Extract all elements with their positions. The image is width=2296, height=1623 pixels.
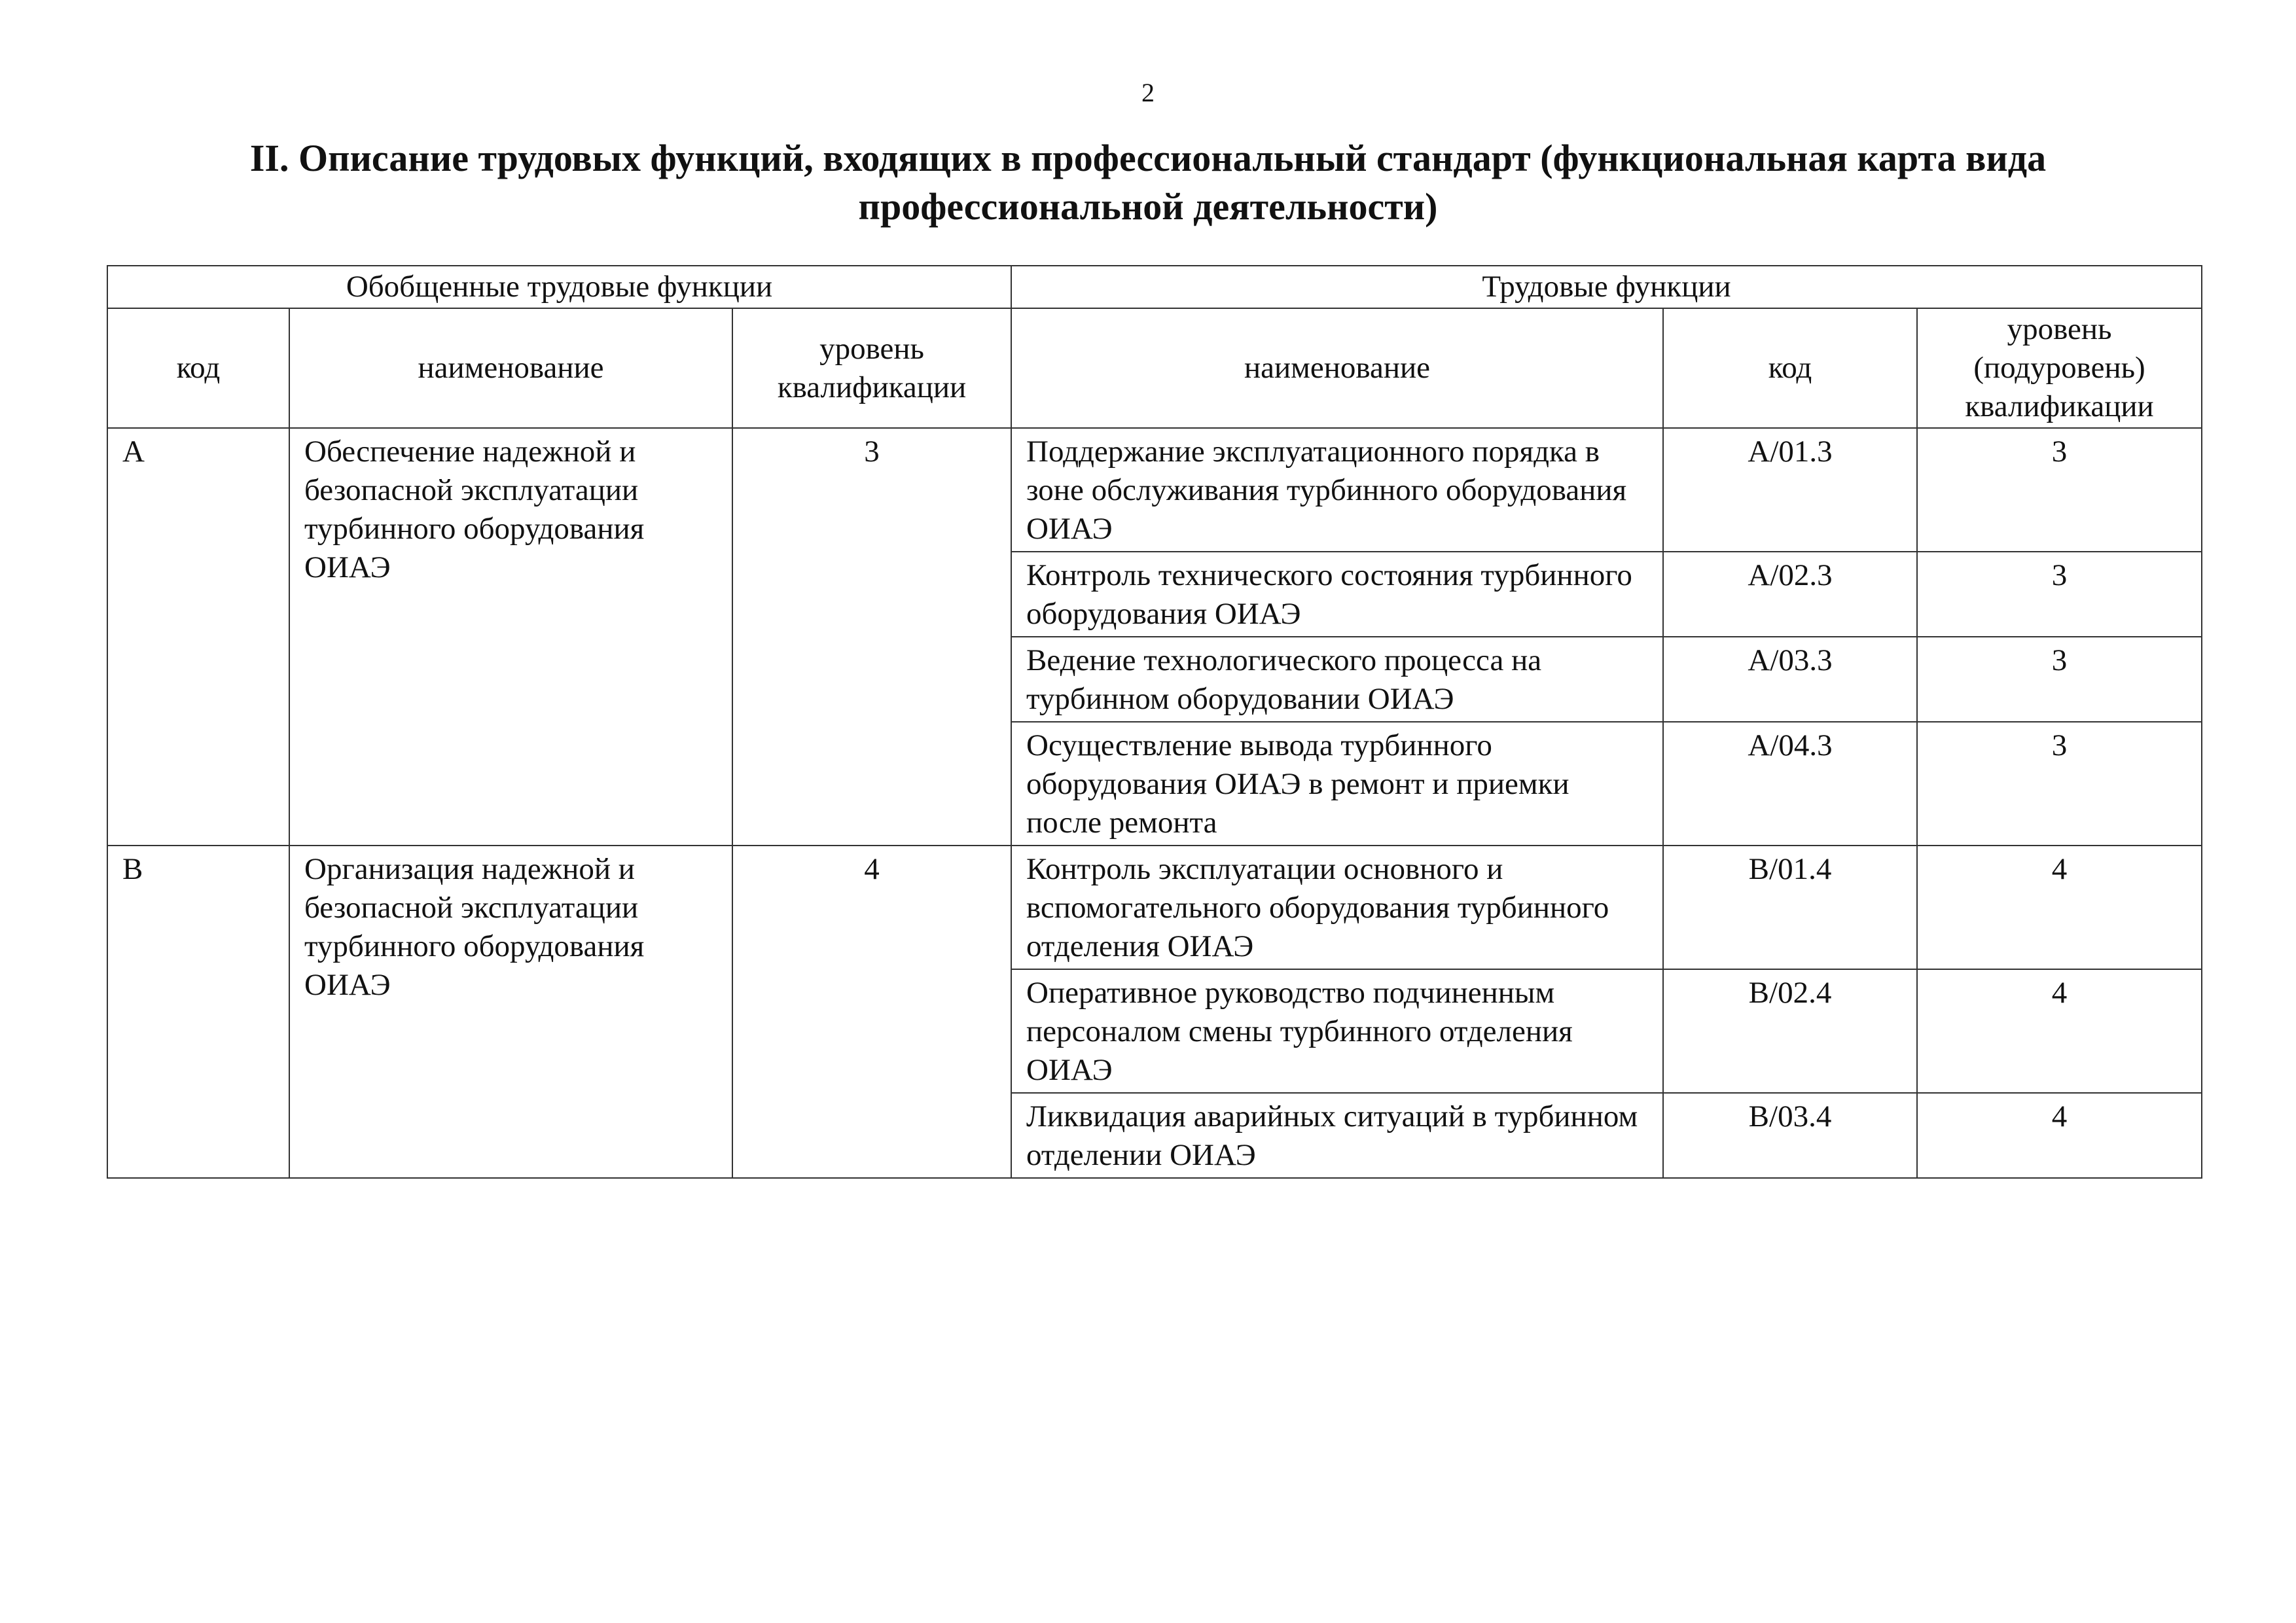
column-header-gen-name: наименование [289, 308, 732, 428]
func-name-cell: Осуществление вывода турбинного оборудования ОИАЭ в ремонт и приемки после ремонта [1011, 722, 1663, 846]
gen-name-cell: Обеспечение надежной и безопасной эксплуатации турбинного оборудования ОИАЭ [289, 428, 732, 846]
func-name-cell: Ликвидация аварийных ситуаций в турбинном отделении ОИАЭ [1011, 1093, 1663, 1178]
func-name-cell: Поддержание эксплуатационного порядка в зоне обслуживания турбинного оборудования ОИАЭ [1011, 428, 1663, 552]
func-code-cell: A/02.3 [1663, 552, 1917, 637]
group-header-generalized: Обобщенные трудовые функции [107, 266, 1011, 308]
func-level-cell: 4 [1917, 1093, 2202, 1178]
gen-level-cell: 4 [732, 846, 1011, 1178]
func-name-cell: Оперативное руководство подчиненным персоналом смены турбинного отделения ОИАЭ [1011, 969, 1663, 1093]
func-level-cell: 3 [1917, 428, 2202, 552]
page-title: II. Описание трудовых функций, входящих в профессиональный стандарт (функциональная карта вида профессиональной деятельности) [249, 137, 2047, 228]
func-code-cell: A/03.3 [1663, 637, 1917, 722]
func-level-cell: 3 [1917, 637, 2202, 722]
table-row [107, 846, 2202, 969]
column-header-func-code: код [1663, 308, 1917, 428]
func-name-cell: Контроль технического состояния турбинного оборудования ОИАЭ [1011, 552, 1663, 637]
func-level-cell: 4 [1917, 846, 2202, 969]
table-group-header-row [107, 266, 2202, 308]
functional-map-table [107, 265, 2202, 1179]
func-code-cell: A/01.3 [1663, 428, 1917, 552]
table-sub-header-row [107, 308, 2202, 428]
group-header-functions: Трудовые функции [1011, 266, 2202, 308]
column-header-gen-code: код [107, 308, 289, 428]
gen-code-cell: B [107, 846, 289, 1178]
gen-level-cell: 3 [732, 428, 1011, 846]
func-level-cell: 3 [1917, 552, 2202, 637]
func-level-cell: 3 [1917, 722, 2202, 846]
gen-code-cell: A [107, 428, 289, 846]
column-header-func-name: наименование [1011, 308, 1663, 428]
table-row [107, 428, 2202, 552]
column-header-func-level: уровень (подуровень) квалификации [1917, 308, 2202, 428]
func-code-cell: B/03.4 [1663, 1093, 1917, 1178]
page-number: 2 [1141, 78, 1155, 107]
func-name-cell: Контроль эксплуатации основного и вспомогательного оборудования турбинного отделения ОИАЭ [1011, 846, 1663, 969]
gen-name-cell: Организация надежной и безопасной эксплуатации турбинного оборудования ОИАЭ [289, 846, 732, 1178]
func-code-cell: A/04.3 [1663, 722, 1917, 846]
column-header-gen-level: уровень квалификации [732, 308, 1011, 428]
func-name-cell: Ведение технологического процесса на турбинном оборудовании ОИАЭ [1011, 637, 1663, 722]
func-code-cell: B/01.4 [1663, 846, 1917, 969]
func-level-cell: 4 [1917, 969, 2202, 1093]
func-code-cell: B/02.4 [1663, 969, 1917, 1093]
